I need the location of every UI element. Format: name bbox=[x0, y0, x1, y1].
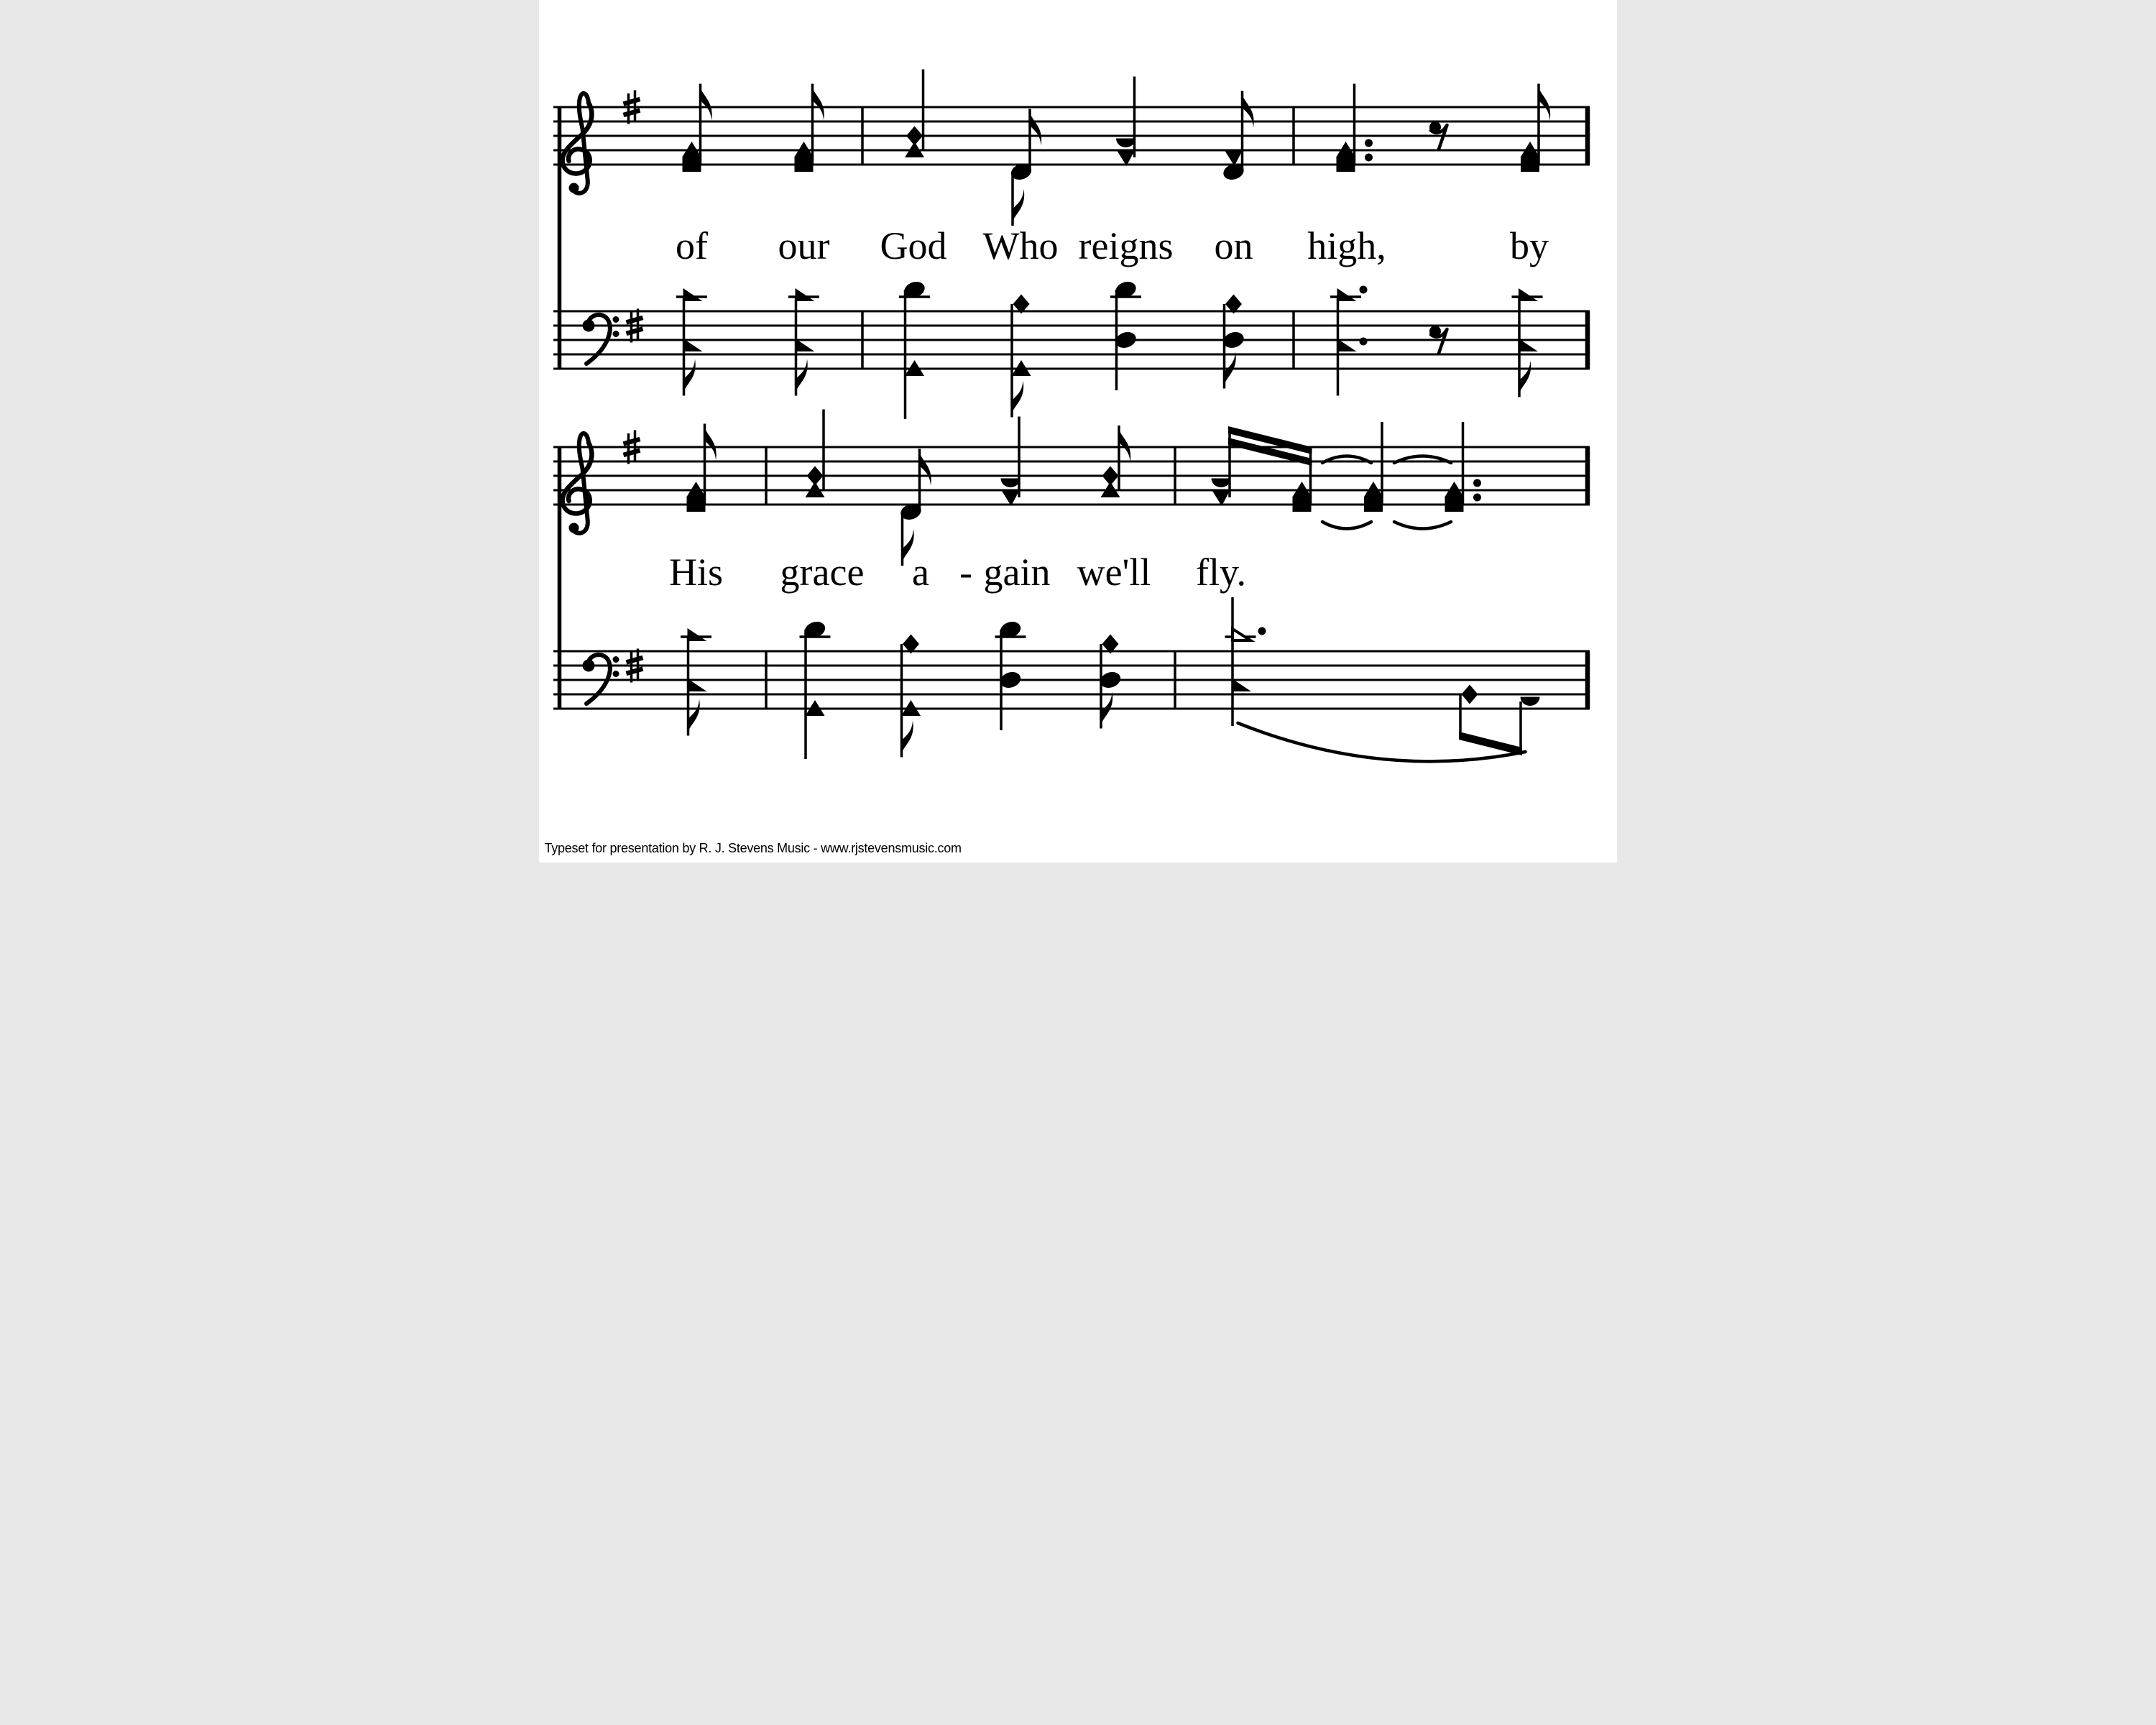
lyric-syllable-line2: His bbox=[668, 551, 724, 594]
augmentation-dot bbox=[1360, 286, 1368, 294]
augmentation-dot bbox=[1360, 338, 1368, 346]
lyric-syllable-line1: of bbox=[676, 224, 708, 267]
note-head-square bbox=[1521, 157, 1539, 172]
lyric-syllable-line1: Who bbox=[982, 224, 1059, 267]
lyric-syllable-line2: fly. bbox=[1196, 551, 1246, 594]
note-head-square bbox=[1293, 497, 1312, 512]
lyric-syllable-line1: on bbox=[1214, 224, 1253, 267]
augmentation-dot bbox=[1258, 627, 1266, 635]
augmentation-dot bbox=[1365, 154, 1373, 162]
lyric-syllable-line1: high, bbox=[1307, 224, 1386, 267]
note-head-square bbox=[687, 497, 706, 512]
bass-clef-icon bbox=[613, 656, 619, 663]
bass-clef-icon bbox=[613, 671, 619, 677]
note-head-square bbox=[683, 157, 701, 172]
bass-clef-icon bbox=[613, 331, 619, 337]
treble-clef-icon bbox=[569, 523, 579, 533]
treble-clef-icon bbox=[569, 183, 579, 193]
lyric-syllable-line1: our bbox=[778, 224, 830, 267]
augmentation-dot bbox=[1473, 494, 1481, 502]
lyric-syllable-line1: by bbox=[1510, 224, 1549, 267]
sheet-music-page bbox=[539, 0, 1617, 862]
note-head-square bbox=[1337, 157, 1355, 172]
lyric-syllable-line1: reigns bbox=[1078, 224, 1174, 267]
note-head-square bbox=[1364, 497, 1383, 512]
lyric-syllable-line1: God bbox=[880, 224, 947, 267]
lyric-syllable-line2: a bbox=[912, 551, 929, 594]
lyric-syllable-line2: - bbox=[959, 551, 972, 594]
note-head-square bbox=[1445, 497, 1464, 512]
footer-credit: Typeset for presentation by R. J. Stevens Music - www.rjstevensmusic.com bbox=[544, 841, 962, 855]
score-svg bbox=[539, 0, 1617, 862]
lyric-syllable-line2: we'll bbox=[1077, 551, 1151, 594]
bass-clef-icon bbox=[613, 316, 619, 323]
augmentation-dot bbox=[1473, 479, 1481, 487]
lyric-syllable-line2: grace bbox=[780, 551, 865, 594]
augmentation-dot bbox=[1365, 139, 1373, 147]
lyric-syllable-line2: gain bbox=[983, 551, 1051, 594]
note-head-square bbox=[795, 157, 814, 172]
